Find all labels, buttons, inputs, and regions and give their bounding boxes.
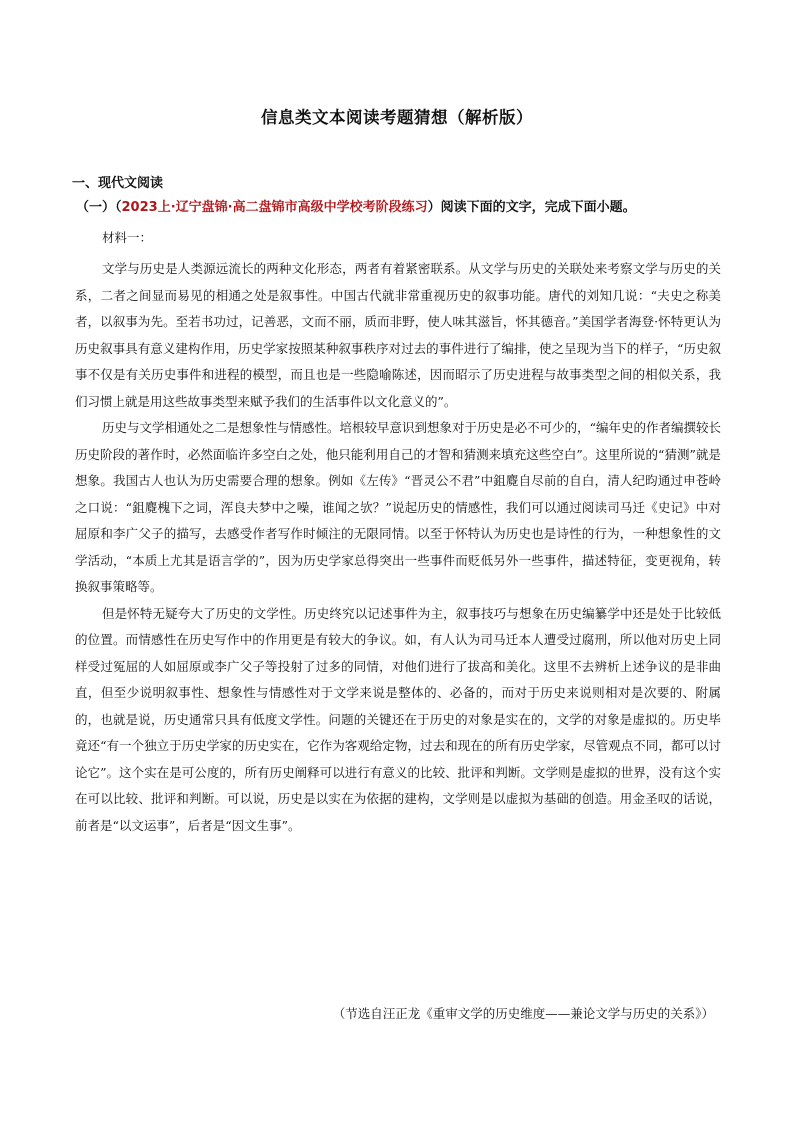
question-instruction: ）阅读下面的文字，完成下面小题。: [427, 200, 636, 215]
paragraph-3: 但是怀特无疑夸大了历史的文学性。历史终究以记述事件为主，叙事技巧与想象在历史编纂学中还是处于比较低的位置。而情感性在历史写作中的作用更是有较大的争议。如，有人认为司马迁本人遭受过腐刑，所以他对历史上同样受过冤屈的人如屈原或李广父子等投射了过多的同情，对他们进行了拔高和美化。这里不去辨析上述争议的是非曲直，但至少说明叙事性、想象性与情感性对于文学来说是整体的、必备的，而对于历史来说则相对是次要的、附属的，也就是说，历史通常只具有低度文学性。问题的关键还在于历史的对象是实在的，文学的对象是虚拟的。历史毕竟还“有一个独立于历史学家的历史实在，它作为客观给定物，过去和现在的所有历史学家，尽管观点不同，都可以讨论它”。这个实在是可公度的，所有历史阐释可以进行有意义的比较、批评和判断。文学则是虚拟的世界，没有这个实在可以比较、批评和判断。可以说，历史是以实在为依据的建构，文学则是以虚拟为基础的创造。用金圣叹的话说，前者是“以文运事”，后者是“因文生事”。: [75, 605, 721, 833]
source-citation: （节选自汪正龙《重审文学的历史维度——兼论文学与历史的关系》）: [332, 1006, 714, 1021]
question-source: 2023上·辽宁盘锦·高二盘锦市高级中学校考阶段练习: [121, 200, 428, 215]
document-title: 信息类文本阅读考题猜想（解析版）: [261, 108, 533, 127]
question-heading: [76, 196, 636, 215]
paragraph-1: 文学与历史是人类源远流长的两种文化形态，两者有着紧密联系。从文学与历史的关联处来考察文学与历史的关系，二者之间显而易见的相通之处是叙事性。中国古代就非常重视历史的叙事功能。唐代的刘知几说：“夫史之称美者，以叙事为先。至若书功过，记善恶，文而不丽，质而非野，使人味其滋旨，怀其德音。”美国学者海登·怀特更认为历史叙事具有意义建构作用，历史学家按照某种叙事秩序对过去的事件进行了编排，使之呈现为当下的样子，“历史叙事不仅是有关历史事件和进程的模型，而且也是一些隐喻陈述，因而昭示了历史进程与故事类型之间的相似关系，我们习惯上就是用这些故事类型来赋予我们的生活事件以文化意义的”。: [75, 261, 721, 409]
passage-body: [75, 256, 721, 839]
question-prefix: （一）（: [76, 200, 122, 215]
paragraph-2: 历史与文学相通处之二是想象性与情感性。培根较早意识到想象对于历史是必不可少的，“编年史的作者编撰较长历史阶段的著作时，必然面临许多空白之处，他只能利用自己的才智和猜测来填充这些空白”。这里所说的“猜测”就是想象。我国古人也认为历史需要合理的想象。例如《左传》“晋灵公不君”中鉏麑自尽前的自白，清人纪昀通过申苍岭之口说：“鉏麑槐下之词，浑良夫梦中之噪，谁闻之欤？”说起历史的情感性，我们可以通过阅读司马迁《史记》中对屈原和李广父子的描写，去感受作者写作时倾注的无限同情。以至于怀特认为历史也是诗性的行为，一种想象性的文学活动，“本质上尤其是语言学的”，因为历史学家总得突出一些事件而贬低另外一些事件，描述特征，变更视角，转换叙事策略等。: [75, 420, 721, 594]
section-heading: 一、现代文阅读: [72, 176, 164, 191]
material-label: 材料一：: [102, 230, 153, 245]
